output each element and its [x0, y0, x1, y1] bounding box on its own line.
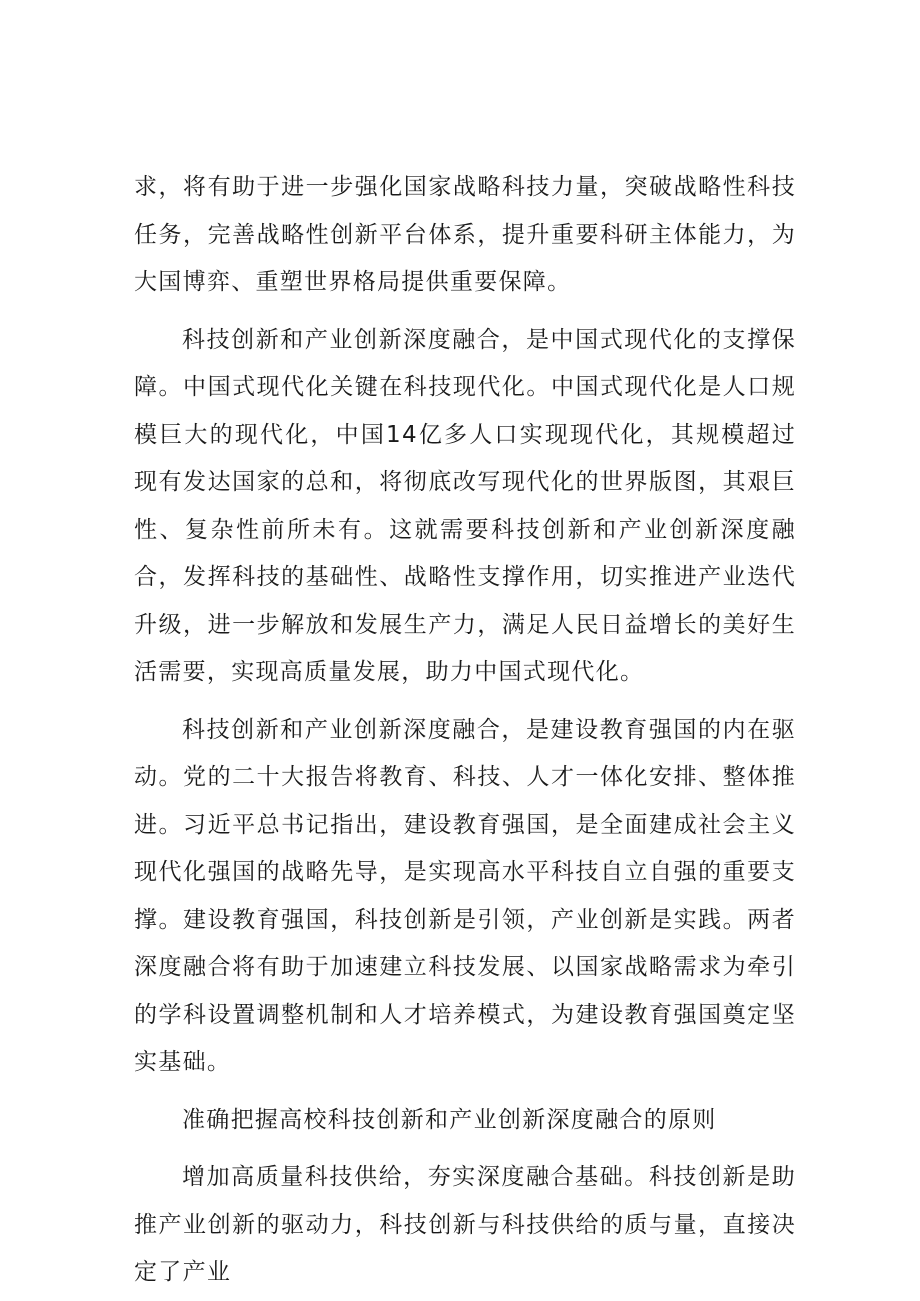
section-heading: 准确把握高校科技创新和产业创新深度融合的原则	[182, 1106, 717, 1133]
paragraph-education-power: 科技创新和产业创新深度融合，是建设教育强国的内在驱动。党的二十大报告将教育、科技、人才一体化安排、整体推进。习近平总书记指出，建设教育强国，是全面建成社会主义现代化强国的战略先导，是实现高水平科技自立自强的重要支撑。建设教育强国，科技创新是引领，产业创新是实践。两者深度融合将有助于加速建立科技发展、以国家战略需求为牵引的学科设置调整机制和人才培养模式，为建设教育强国奠定坚实基础。	[134, 716, 796, 1075]
paragraph-continuation: 求，将有助于进一步强化国家战略科技力量，突破战略性科技任务，完善战略性创新平台体系，提升重要科研主体能力，为大国博弈、重塑世界格局提供重要保障。	[134, 174, 796, 295]
paragraph-modernization: 科技创新和产业创新深度融合，是中国式现代化的支撑保障。中国式现代化关键在科技现代化。中国式现代化是人口规模巨大的现代化，中国14亿多人口实现现代化，其规模超过现有发达国家的总和，将彻底改写现代化的世界版图，其艰巨性、复杂性前所未有。这就需要科技创新和产业创新深度融合，发挥科技的基础性、战略性支撑作用，切实推进产业迭代升级，进一步解放和发展生产力，满足人民日益增长的美好生活需要，实现高质量发展，助力中国式现代化。	[134, 326, 796, 685]
paragraph-tech-supply: 增加高质量科技供给，夯实深度融合基础。科技创新是助推产业创新的驱动力，科技创新与科技供给的质与量，直接决定了产业	[134, 1164, 796, 1285]
document-body	[134, 164, 796, 1297]
